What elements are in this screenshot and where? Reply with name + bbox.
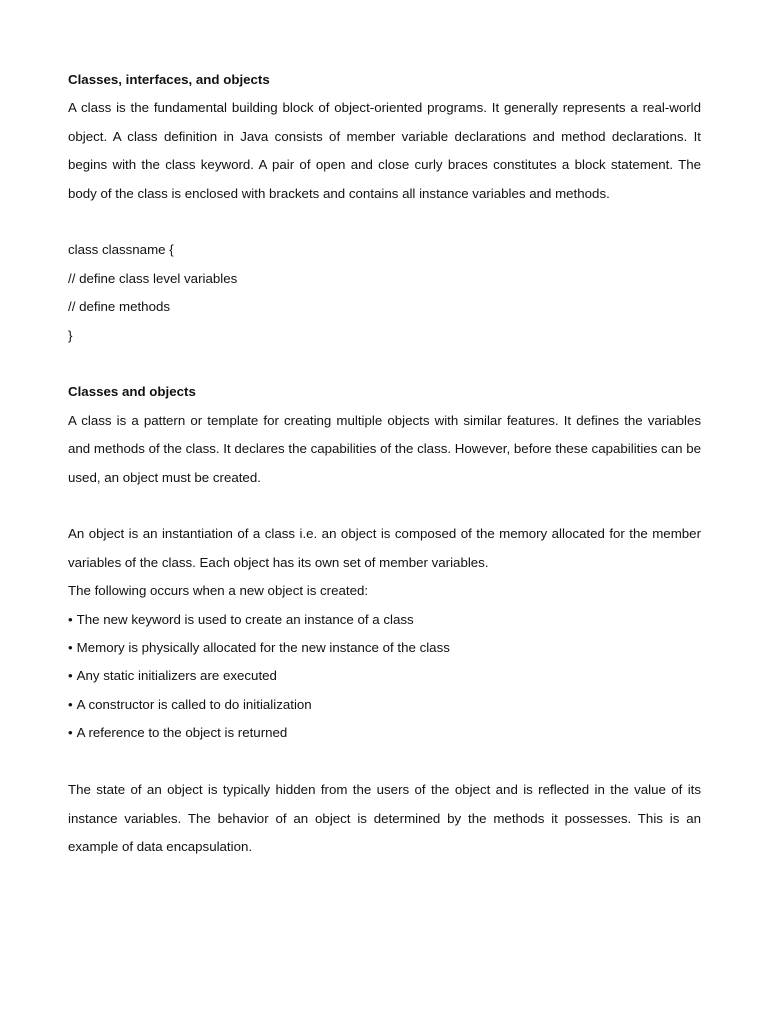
list-item-text: A reference to the object is returned [76,725,288,741]
section-heading-classes-interfaces-objects: Classes, interfaces, and objects [68,72,270,87]
bullet-icon: • [68,611,73,627]
code-line: // define methods [68,299,171,315]
list-item [68,719,701,747]
section-heading-classes-and-objects: Classes and objects [68,384,196,400]
code-line: class classname { [68,242,174,258]
spacer [68,492,701,520]
code-line: // define class level variables [68,270,238,286]
code-line: } [68,327,73,343]
list-item [68,691,701,719]
bullet-icon: • [68,725,73,741]
classes-objects-paragraph-2: An object is an instantiation of a class i.e. an object is composed of the memory allocated for the member variables of the class. Each object has its own set of member variables. [68,526,701,570]
spacer [68,748,701,776]
list-item-text: Any static initializers are executed [76,668,277,684]
list-item-text: A constructor is called to do initialization [76,696,312,712]
list-item [68,634,701,662]
document-body [68,66,701,861]
list-intro: The following occurs when a new object is created: [68,583,369,599]
classes-objects-paragraph-3: The state of an object is typically hidden from the users of the object and is reflected in the value of its instance variables. The behavior of an object is determined by the methods it possesses. This is an example of data encapsulation. [68,782,701,854]
spacer [68,350,701,378]
spacer [68,208,701,236]
code-block [68,236,701,350]
classes-objects-paragraph-1: A class is a pattern or template for creating multiple objects with similar features. It defines the variables and methods of the class. It declares the capabilities of the class. However, before these capabilities can be used, an object must be created. [68,412,701,485]
intro-paragraph: A class is the fundamental building block of object-oriented programs. It generally represents a real-world object. A class definition in Java consists of member variable declarations and method declarations. It begins with the class keyword. A pair of open and close curly braces constitutes a block statement. The body of the class is enclosed with brackets and contains all instance variables and methods. [68,100,701,201]
list-item [68,662,701,690]
bullet-icon: • [68,696,73,712]
bullet-icon: • [68,640,73,656]
list-item [68,606,701,634]
bullet-list [68,606,701,748]
list-item-text: Memory is physically allocated for the new instance of the class [76,640,450,656]
bullet-icon: • [68,668,73,684]
list-item-text: The new keyword is used to create an instance of a class [76,611,414,627]
